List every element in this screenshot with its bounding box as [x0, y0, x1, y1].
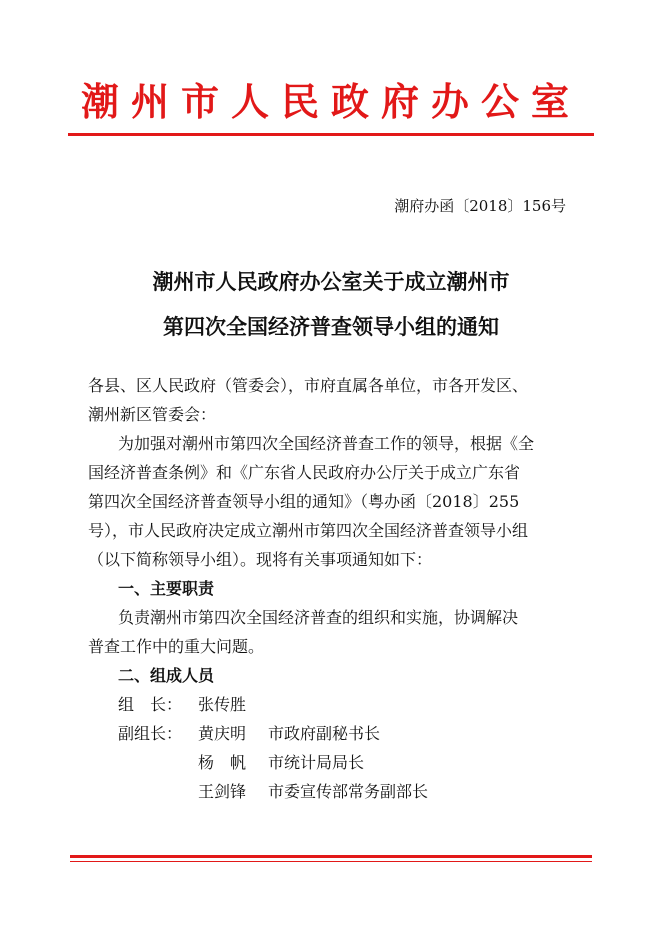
member-title: 市统计局局长	[268, 753, 365, 772]
document-number: 潮府办函〔2018〕156号	[394, 197, 566, 215]
footer-divider-thick	[70, 855, 592, 858]
document-title-line-2: 第四次全国经济普查领导小组的通知	[163, 314, 499, 339]
letterhead-title: 潮州市人民政府办公室	[80, 79, 581, 124]
intro-line-3: 第四次全国经济普查领导小组的通知》（粤办函〔2018〕255	[88, 492, 520, 511]
addressee-line-1: 各县、区人民政府（管委会），市府直属各单位，市各开发区、	[88, 376, 529, 395]
section-heading-duties: 一、主要职责	[118, 579, 215, 598]
member-name: 王剑锋	[198, 782, 247, 801]
member-name: 黄庆明	[198, 724, 247, 743]
document-title-line-1: 潮州市人民政府办公室关于成立潮州市	[152, 269, 510, 294]
member-name: 杨 帆	[198, 753, 247, 772]
intro-line-2: 国经济普查条例》和《广东省人民政府办公厅关于成立广东省	[88, 463, 521, 482]
intro-line-5: （以下简称领导小组）。现将有关事项通知如下：	[88, 550, 433, 569]
section-heading-members: 二、组成人员	[118, 666, 215, 685]
member-title: 市政府副秘书长	[268, 724, 381, 743]
addressee-line-2: 潮州新区管委会：	[88, 405, 217, 424]
member-role-deputy: 副组长：	[118, 724, 183, 743]
member-name: 张传胜	[198, 695, 247, 714]
member-title: 市委宣传部常务副部长	[268, 782, 429, 801]
footer-divider-thin	[70, 861, 592, 862]
intro-line-4: 号），市人民政府决定成立潮州市第四次全国经济普查领导小组	[88, 521, 529, 540]
intro-line-1: 为加强对潮州市第四次全国经济普查工作的领导，根据《全	[118, 434, 535, 453]
duties-line-1: 负责潮州市第四次全国经济普查的组织和实施，协调解决	[118, 608, 519, 627]
member-role-leader: 组 长：	[118, 695, 183, 714]
letterhead-divider	[68, 133, 594, 136]
duties-line-2: 普查工作中的重大问题。	[88, 637, 265, 656]
